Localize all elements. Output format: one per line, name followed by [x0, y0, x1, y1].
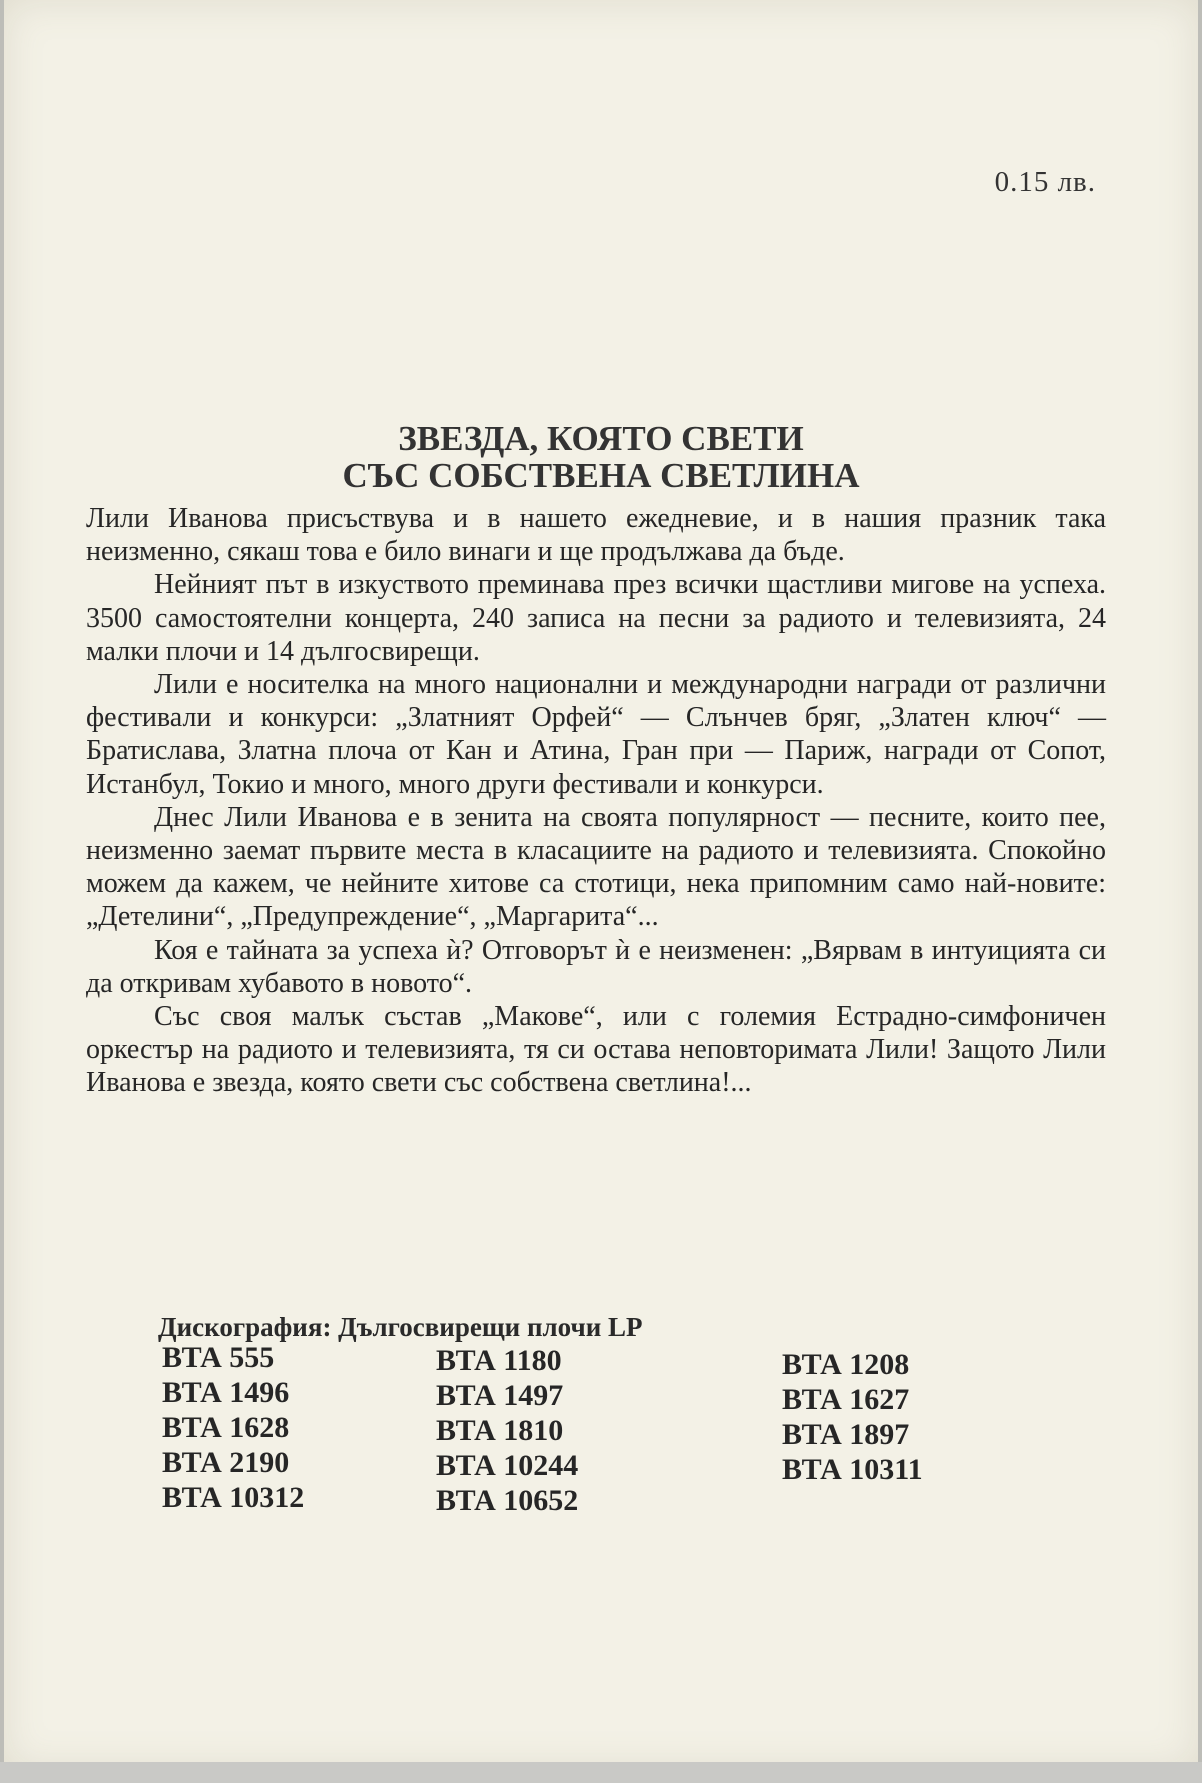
record-item: ВТА 10652: [436, 1484, 579, 1517]
record-item: ВТА 1208: [782, 1348, 910, 1381]
record-item: ВТА 2190: [162, 1446, 290, 1479]
discography-heading: Дискография: Дългосвирещи плочи LP: [158, 1312, 643, 1342]
article-body: [86, 502, 1106, 1100]
record-item: ВТА 1627: [782, 1383, 910, 1416]
paragraph-6: Със своя малък състав „Макове“, или с големия Естрадно-симфоничен оркестър на радиото и телевизията, тя си остава неповторимата Лили! Защото Лили Иванова е звезда, която свети със собствена светлина!...: [86, 1001, 1106, 1099]
paragraph-4: Днес Лили Иванова е в зенита на своята популярност — песните, които пее, неизменно заемат първите места в класациите на радиото и телевизията. Спокойно можем да кажем, че нейните хитове са стотици, нека припомним само най-новите: „Детелини“, „Предупреждение“, „Маргарита“...: [86, 801, 1106, 933]
record-item: ВТА 1628: [162, 1411, 290, 1444]
record-item: ВТА 10312: [162, 1481, 305, 1514]
discography-column-3: [782, 1347, 923, 1487]
discography-column-2: [436, 1343, 578, 1518]
discography-column-1: [162, 1340, 304, 1515]
document-title: [4, 420, 1198, 494]
record-item: ВТА 1180: [436, 1344, 562, 1377]
paragraph-2: Нейният път в изкуството преминава през всички щастливи мигове на успеха. 3500 самостоятелни концерта, 240 записа на песни за радиото и телевизията, 24 малки плочи и 14 дългосвирещи.: [86, 569, 1106, 667]
document-page: [4, 0, 1198, 1770]
paragraph-3: Лили е носителка на много национални и международни награди от различни фестивали и конкурси: „Златният Орфей“ — Слънчев бряг, „Златен ключ“ — Братислава, Златна плоча от Кан и Атина, Гран при — Париж, награди от Сопот, Истанбул, Токио и много, много други фестивали и конкурси.: [86, 669, 1106, 800]
record-item: ВТА 555: [162, 1341, 275, 1374]
record-item: ВТА 10244: [436, 1449, 579, 1482]
record-item: ВТА 1810: [436, 1414, 564, 1447]
paragraph-1: Лили Иванова присъствува и в нашето ежедневие, и в нашия празник така неизменно, сякаш това е било винаги и ще продължава да бъде.: [86, 503, 1106, 568]
scan-background-edge: [0, 1762, 1202, 1783]
price-label: 0.15 лв.: [994, 166, 1096, 198]
record-item: ВТА 1897: [782, 1418, 910, 1451]
record-item: ВТА 1496: [162, 1376, 290, 1409]
record-item: ВТА 1497: [436, 1379, 564, 1412]
title-line-2: СЪС СОБСТВЕНА СВЕТЛИНА: [342, 456, 860, 495]
title-line-1: ЗВЕЗДА, КОЯТО СВЕТИ: [398, 419, 804, 458]
paragraph-5: Коя е тайната за успеха ѝ? Отговорът ѝ е неизменен: „Вярвам в интуицията си да откривам хубавото в новото“.: [86, 934, 1106, 999]
record-item: ВТА 10311: [782, 1453, 923, 1486]
